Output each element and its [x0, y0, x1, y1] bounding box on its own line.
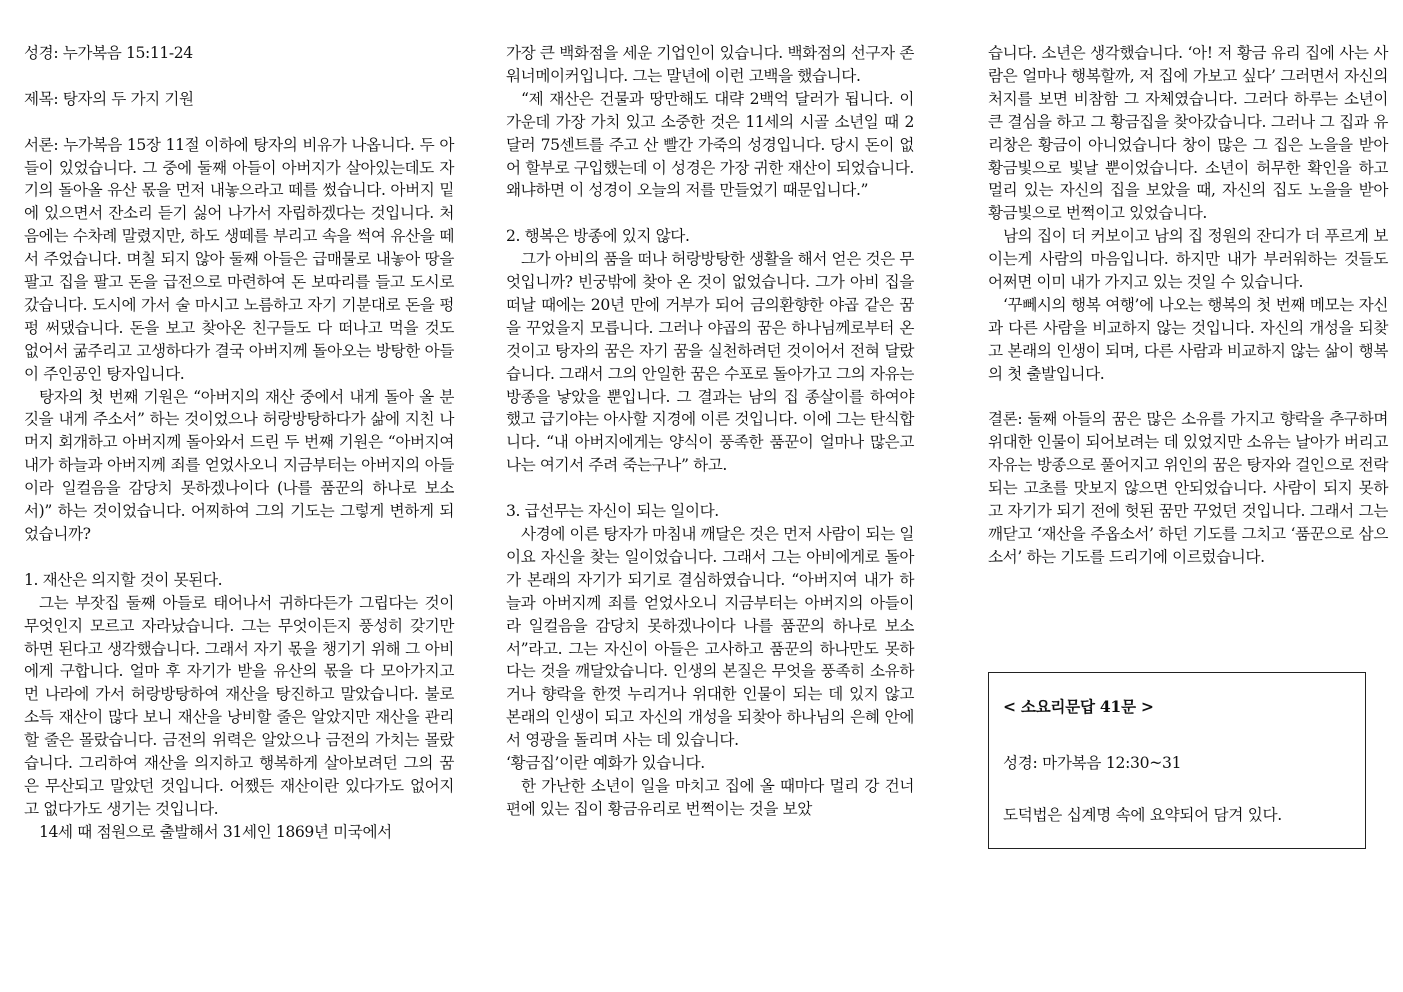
wanamaker-quote: “제 재산은 건물과 땅만해도 대략 2백억 달러가 됩니다. 이 가운데 가장 가치 있고 소중한 것은 11세의 시골 소년일 때 2달러 75센트를 주고 산 빨간 가죽의 성경입니다. 당시 돈이 없어 할부로 구입했는데 이 성경은 가장 귀한 재산이 되었습니다. 왜냐하면 이 성경이 오늘의 저를 만들었기 때문입니다.” — [506, 89, 914, 200]
section-1-paragraph-2: 14세 때 점원으로 출발해서 31세인 1869년 미국에서 — [39, 822, 392, 841]
section-heading-2: 2. 행복은 방종에 있지 않다. — [506, 227, 690, 246]
golden-house-story-continued: 습니다. 소년은 생각했습니다. ‘아! 저 황금 유리 집에 사는 사람은 얼마나 행복할까, 저 집에 가보고 싶다’ 그러면서 자신의 처지를 보면 비참함 그 자체였습니다. 그러다 하루는 소년이 큰 결심을 하고 그 황금집을 찾아갔습니다. 그러나 그 집과 유리창은 황금이 아니었습니다 창이 많은 그 집은 노을을 받아 황금빛으로 빛날 뿐이었습니다. 소년이 허무한 확인을 하고 멀리 있는 자신의 집을 보았을 때, 자신의 집도 노을을 받아 황금빛으로 번쩍이고 있었습니다. — [988, 44, 1388, 223]
scripture-reference: 성경: 누가복음 15:11-24 — [24, 44, 193, 62]
catechism-answer: 도덕법은 십계명 속에 요약되어 담겨 있다. — [1003, 806, 1282, 824]
section-1-paragraph-continued: 가장 큰 백화점을 세운 기업인이 있습니다. 백화점의 선구자 존 워너메이커입니다. 그는 말년에 이런 고백을 했습니다. — [506, 44, 914, 85]
column-2 — [506, 42, 914, 821]
introduction-paragraph-2: 탕자의 첫 번째 기원은 “아버지의 재산 중에서 내게 돌아 올 분깃을 내게 주소서” 하는 것이었으나 허랑방탕하다가 삶에 지친 나머지 회개하고 아버지께 돌아와서 드린 두 번째 기원은 “아버지여 내가 하늘과 아버지께 죄를 얻었사오니 지금부터는 아버지의 아들이라 일컬음을 감당치 못하겠나이다 (나를 품꾼의 하나로 보소서)” 하는 것이었습니다. 어찌하여 그의 기도는 그렇게 변하게 되었습니까? — [24, 387, 454, 543]
conclusion-paragraph: 결론: 둘째 아들의 꿈은 많은 소유를 가지고 향락을 추구하며 위대한 인물이 되어보려는 데 있었지만 소유는 날아가 버리고 자유는 방종으로 풀어지고 위인의 꿈은 탕자와 걸인으로 전락되는 고초를 맛보지 않으면 안되었습니다. 사람이 되지 못하고 자기가 되기 전에 헛된 꿈만 꾸었던 것입니다. 그래서 그는 깨닫고 ‘재산을 주옵소서’ 하던 기도를 그치고 ‘품꾼으로 삼으소서’ 하는 기도를 드리기에 이르렀습니다. — [988, 410, 1388, 566]
story-intro: ‘황금집’이란 예화가 있습니다. — [506, 754, 705, 773]
catechism-box — [988, 672, 1366, 849]
section-1-paragraph: 그는 부잣집 둘째 아들로 태어나서 귀하다든가 그립다는 것이 무엇인지 모르고 자라났습니다. 그는 무엇이든지 풍성히 갖기만 하면 된다고 생각했습니다. 그래서 자기 몫을 챙기기 위해 그 아비에게 구합니다. 얼마 후 자기가 받을 유산의 몫을 다 모아가지고 먼 나라에 가서 허랑방탕하여 재산을 탕진하고 말았습니다. 불로소득 재산이 많다 보니 재산을 낭비할 줄은 알았지만 재산을 관리할 줄은 몰랐습니다. 금전의 위력은 알았으나 금전의 가치는 몰랐습니다. 그리하여 재산을 의지하고 행복하게 살아보려던 그의 꿈은 무산되고 말았던 것입니다. 어쨌든 재산이란 있다가도 없어지고 없다가도 생기는 것입니다. — [24, 593, 454, 818]
section-2-paragraph: 그가 아비의 품을 떠나 허랑방탕한 생활을 해서 얻은 것은 무엇입니까? 빈궁밖에 찾아 온 것이 없었습니다. 그가 아비 집을 떠날 때에는 20년 만에 거부가 되어 금의환향한 야곱 같은 꿈을 꾸었을지 모릅니다. 그러나 야곱의 꿈은 하나님께로부터 온 것이고 탕자의 꿈은 자기 꿈을 실천하려던 것이어서 전혀 달랐습니다. 그래서 그의 안일한 꿈은 수포로 돌아가고 그의 자유는 방종을 낳았을 뿐입니다. 그 결과는 남의 집 종살이를 하여야 했고 급기야는 아사할 지경에 이른 것입니다. 이에 그는 탄식합니다. “내 아버지에게는 양식이 풍족한 품꾼이 얼마나 많은고 나는 여기서 주려 죽는구나” 하고. — [506, 250, 914, 475]
section-3-paragraph: 사경에 이른 탕자가 마침내 깨달은 것은 먼저 사람이 되는 일이요 자신을 찾는 일이었습니다. 그래서 그는 아비에게로 돌아가 본래의 자기가 되기로 결심하였습니다. “아버지여 내가 하늘과 아버지께 죄를 얻었사오니 지금부터는 아버지의 아들이라 일컬음을 감당치 못하겠나이다 나를 품꾼의 하나로 보소서”라고. 그는 자신이 아들은 고사하고 품꾼의 하나만도 못하다는 것을 깨달았습니다. 인생의 본질은 무엇을 풍족히 소유하거나 향락을 한껏 누리거나 위대한 인물이 되는 데 있지 않고 본래의 인생이 되고 자신의 개성을 되찾아 하나님의 은혜 안에서 영광을 돌리며 사는 데 있습니다. — [506, 525, 914, 750]
introduction-paragraph: 서론: 누가복음 15장 11절 이하에 탕자의 비유가 나옵니다. 두 아들이 있었습니다. 그 중에 둘째 아들이 아버지가 살아있는데도 자기의 돌아올 유산 몫을 먼저 내놓으라고 떼를 썼습니다. 아버지 밑에 있으면서 잔소리 듣기 싫어 나가서 자립하겠다는 것입니다. 처음에는 수차례 말렸지만, 하도 생떼를 부리고 속을 썩여 유산을 떼서 주었습니다. 며칠 되지 않아 둘째 아들은 급매물로 내놓아 땅을 팔고 집을 팔고 돈을 급전으로 마련하여 돈 보따리를 들고 도시로 갔습니다. 도시에 가서 술 마시고 노름하고 자기 기분대로 돈을 펑펑 써댔습니다. 돈을 보고 찾아온 친구들도 다 떠나고 먹을 것도 없어서 굶주리고 고생하다가 결국 아버지께 돌아오는 방탕한 아들이 주인공인 탕자입니다. — [24, 135, 454, 383]
grass-greener-paragraph: 남의 집이 더 커보이고 남의 집 정원의 잔디가 더 푸르게 보이는게 사람의 마음입니다. 하지만 내가 부러워하는 것들도 어쩌면 이미 내가 가지고 있는 것일 수 있습니다. — [988, 227, 1388, 292]
golden-house-story: 한 가난한 소년이 일을 마치고 집에 올 때마다 멀리 강 건너편에 있는 집이 황금유리로 번쩍이는 것을 보았 — [506, 776, 914, 818]
section-heading-3: 3. 급선무는 자신이 되는 일이다. — [506, 502, 719, 521]
section-heading-1: 1. 재산은 의지할 것이 못된다. — [24, 570, 223, 589]
column-3 — [988, 42, 1388, 569]
catechism-title: < 소요리문답 41문 > — [1003, 697, 1154, 716]
sermon-title: 제목: 탕자의 두 가지 기원 — [24, 89, 194, 108]
column-1 — [24, 42, 454, 844]
hector-journey-paragraph: ‘꾸뻬시의 행복 여행’에 나오는 행복의 첫 번째 메모는 자신과 다른 사람을 비교하지 않는 것입니다. 자신의 개성을 되찾고 본래의 인생이 되며, 다른 사람과 비교하지 않는 삶이 행복의 첫 출발입니다. — [988, 295, 1388, 383]
catechism-scripture: 성경: 마가복음 12:30~31 — [1003, 754, 1182, 772]
